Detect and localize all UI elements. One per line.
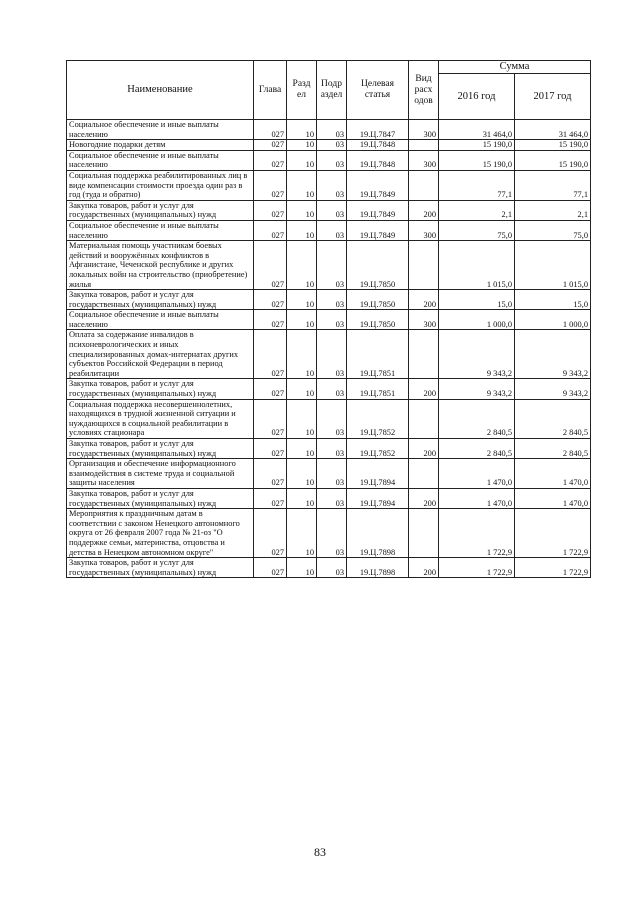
- row-podrazdel: 03: [317, 170, 347, 200]
- header-year-2016: 2016 год: [439, 74, 515, 120]
- header-glava: Глава: [254, 61, 287, 120]
- row-amount-2017: 75,0: [515, 220, 591, 240]
- row-target-article: 19.Ц.7847: [347, 120, 409, 140]
- row-razdel: 10: [287, 310, 317, 330]
- row-glava: 027: [254, 558, 287, 578]
- row-glava: 027: [254, 509, 287, 558]
- table-row: [67, 488, 591, 508]
- row-amount-2017: 77,1: [515, 170, 591, 200]
- row-target-article: 19.Ц.7898: [347, 558, 409, 578]
- row-amount-2016: 15 190,0: [439, 140, 515, 151]
- row-glava: 027: [254, 241, 287, 290]
- row-name: Закупка товаров, работ и услуг для государственных (муниципальных) нужд: [67, 488, 254, 508]
- row-razdel: 10: [287, 330, 317, 379]
- header-summa: Сумма: [439, 61, 591, 74]
- header-year-2017: 2017 год: [515, 74, 591, 120]
- row-name: Социальное обеспечение и иные выплаты населению: [67, 220, 254, 240]
- row-target-article: 19.Ц.7849: [347, 170, 409, 200]
- row-amount-2017: 1 000,0: [515, 310, 591, 330]
- row-amount-2017: 2 840,5: [515, 439, 591, 459]
- row-name: Закупка товаров, работ и услуг для государственных (муниципальных) нужд: [67, 439, 254, 459]
- row-amount-2016: 1 470,0: [439, 488, 515, 508]
- table-row: [67, 220, 591, 240]
- row-podrazdel: 03: [317, 439, 347, 459]
- header-expense-type: Вид расх одов: [409, 61, 439, 120]
- table-row: [67, 330, 591, 379]
- row-razdel: 10: [287, 140, 317, 151]
- header-podrazdel: Подр аздел: [317, 61, 347, 120]
- row-expense-type: [409, 241, 439, 290]
- table-row: [67, 459, 591, 489]
- row-name: Новогодние подарки детям: [67, 140, 254, 151]
- row-podrazdel: 03: [317, 379, 347, 399]
- row-amount-2016: 75,0: [439, 220, 515, 240]
- row-target-article: 19.Ц.7850: [347, 241, 409, 290]
- row-razdel: 10: [287, 241, 317, 290]
- row-expense-type: 300: [409, 120, 439, 140]
- row-expense-type: [409, 459, 439, 489]
- row-razdel: 10: [287, 220, 317, 240]
- row-amount-2017: 9 343,2: [515, 379, 591, 399]
- row-podrazdel: 03: [317, 140, 347, 151]
- table-row: [67, 439, 591, 459]
- row-glava: 027: [254, 379, 287, 399]
- row-amount-2017: 1 722,9: [515, 509, 591, 558]
- row-name: Социальное обеспечение и иные выплаты населению: [67, 310, 254, 330]
- row-podrazdel: 03: [317, 509, 347, 558]
- budget-table: [66, 60, 591, 578]
- header-razdel: Разд ел: [287, 61, 317, 120]
- row-expense-type: 300: [409, 150, 439, 170]
- row-name: Социальная поддержка реабилитированных лиц в виде компенсации стоимости проезда один раз в год (туда и обратно): [67, 170, 254, 200]
- row-podrazdel: 03: [317, 290, 347, 310]
- row-podrazdel: 03: [317, 220, 347, 240]
- row-glava: 027: [254, 439, 287, 459]
- row-expense-type: 200: [409, 488, 439, 508]
- row-amount-2016: 1 722,9: [439, 558, 515, 578]
- row-amount-2017: 2,1: [515, 200, 591, 220]
- row-expense-type: 200: [409, 439, 439, 459]
- row-glava: 027: [254, 200, 287, 220]
- table-row: [67, 310, 591, 330]
- row-expense-type: [409, 330, 439, 379]
- row-amount-2017: 1 470,0: [515, 488, 591, 508]
- table-row: [67, 200, 591, 220]
- row-expense-type: [409, 399, 439, 438]
- row-glava: 027: [254, 488, 287, 508]
- row-amount-2016: 9 343,2: [439, 330, 515, 379]
- row-amount-2017: 2 840,5: [515, 399, 591, 438]
- row-amount-2016: 2,1: [439, 200, 515, 220]
- row-name: Закупка товаров, работ и услуг для государственных (муниципальных) нужд: [67, 558, 254, 578]
- row-amount-2017: 1 722,9: [515, 558, 591, 578]
- row-amount-2017: 1 470,0: [515, 459, 591, 489]
- row-amount-2017: 15,0: [515, 290, 591, 310]
- row-razdel: 10: [287, 200, 317, 220]
- row-podrazdel: 03: [317, 330, 347, 379]
- row-expense-type: 200: [409, 379, 439, 399]
- row-target-article: 19.Ц.7848: [347, 150, 409, 170]
- row-name: Социальная поддержка несовершеннолетних, находящихся в трудной жизненной ситуации и нуждающихся в социальной реабилитации в условиях стационара: [67, 399, 254, 438]
- table-row: [67, 558, 591, 578]
- row-podrazdel: 03: [317, 310, 347, 330]
- row-razdel: 10: [287, 558, 317, 578]
- table-row: [67, 399, 591, 438]
- row-glava: 027: [254, 150, 287, 170]
- row-target-article: 19.Ц.7898: [347, 509, 409, 558]
- row-glava: 027: [254, 459, 287, 489]
- row-name: Материальная помощь участникам боевых действий и вооружённых конфликтов в Афганистане, Чеченской республике и других локальных войн на строительство (приобретение) жилья: [67, 241, 254, 290]
- row-razdel: 10: [287, 150, 317, 170]
- row-podrazdel: 03: [317, 488, 347, 508]
- row-name: Закупка товаров, работ и услуг для государственных (муниципальных) нужд: [67, 379, 254, 399]
- header-target-article: Целевая статья: [347, 61, 409, 120]
- row-expense-type: [409, 509, 439, 558]
- row-name: Закупка товаров, работ и услуг для государственных (муниципальных) нужд: [67, 200, 254, 220]
- row-glava: 027: [254, 310, 287, 330]
- row-amount-2016: 2 840,5: [439, 439, 515, 459]
- table-row: [67, 170, 591, 200]
- table-row: [67, 150, 591, 170]
- row-glava: 027: [254, 140, 287, 151]
- row-amount-2017: 9 343,2: [515, 330, 591, 379]
- table-row: [67, 120, 591, 140]
- row-amount-2016: 9 343,2: [439, 379, 515, 399]
- row-name: Оплата за содержание инвалидов в психоневрологических и иных специализированных домах-интернатах других субъектов Российской Федерации в период реабилитации: [67, 330, 254, 379]
- row-podrazdel: 03: [317, 200, 347, 220]
- table-row: [67, 509, 591, 558]
- row-target-article: 19.Ц.7851: [347, 379, 409, 399]
- row-target-article: 19.Ц.7848: [347, 140, 409, 151]
- row-expense-type: [409, 170, 439, 200]
- row-podrazdel: 03: [317, 459, 347, 489]
- row-razdel: 10: [287, 379, 317, 399]
- row-name: Социальное обеспечение и иные выплаты населению: [67, 120, 254, 140]
- row-podrazdel: 03: [317, 150, 347, 170]
- header-name: Наименование: [67, 61, 254, 120]
- page-number: 83: [314, 845, 326, 859]
- row-glava: 027: [254, 290, 287, 310]
- row-name: Социальное обеспечение и иные выплаты населению: [67, 150, 254, 170]
- row-amount-2016: 2 840,5: [439, 399, 515, 438]
- row-amount-2016: 15,0: [439, 290, 515, 310]
- row-amount-2016: 1 722,9: [439, 509, 515, 558]
- row-razdel: 10: [287, 290, 317, 310]
- row-target-article: 19.Ц.7852: [347, 439, 409, 459]
- table-row: [67, 140, 591, 151]
- row-podrazdel: 03: [317, 241, 347, 290]
- row-glava: 027: [254, 399, 287, 438]
- row-podrazdel: 03: [317, 558, 347, 578]
- row-glava: 027: [254, 220, 287, 240]
- row-amount-2016: 1 000,0: [439, 310, 515, 330]
- row-amount-2017: 15 190,0: [515, 140, 591, 151]
- row-glava: 027: [254, 120, 287, 140]
- row-glava: 027: [254, 170, 287, 200]
- row-amount-2017: 31 464,0: [515, 120, 591, 140]
- row-podrazdel: 03: [317, 120, 347, 140]
- row-target-article: 19.Ц.7850: [347, 290, 409, 310]
- table-row: [67, 241, 591, 290]
- row-target-article: 19.Ц.7852: [347, 399, 409, 438]
- row-amount-2016: 31 464,0: [439, 120, 515, 140]
- row-razdel: 10: [287, 170, 317, 200]
- row-amount-2017: 15 190,0: [515, 150, 591, 170]
- row-glava: 027: [254, 330, 287, 379]
- row-razdel: 10: [287, 459, 317, 489]
- row-razdel: 10: [287, 120, 317, 140]
- table-row: [67, 379, 591, 399]
- row-name: Организация и обеспечение информационного взаимодействия в системе труда и социальной защиты населения: [67, 459, 254, 489]
- row-razdel: 10: [287, 399, 317, 438]
- row-target-article: 19.Ц.7894: [347, 488, 409, 508]
- row-razdel: 10: [287, 509, 317, 558]
- row-target-article: 19.Ц.7849: [347, 220, 409, 240]
- row-amount-2016: 77,1: [439, 170, 515, 200]
- row-amount-2016: 1 015,0: [439, 241, 515, 290]
- row-expense-type: 200: [409, 558, 439, 578]
- row-razdel: 10: [287, 439, 317, 459]
- row-amount-2016: 1 470,0: [439, 459, 515, 489]
- row-expense-type: 300: [409, 220, 439, 240]
- row-amount-2016: 15 190,0: [439, 150, 515, 170]
- row-amount-2017: 1 015,0: [515, 241, 591, 290]
- row-expense-type: 200: [409, 290, 439, 310]
- row-razdel: 10: [287, 488, 317, 508]
- row-target-article: 19.Ц.7851: [347, 330, 409, 379]
- row-expense-type: [409, 140, 439, 151]
- row-target-article: 19.Ц.7849: [347, 200, 409, 220]
- row-expense-type: 300: [409, 310, 439, 330]
- row-podrazdel: 03: [317, 399, 347, 438]
- row-name: Мероприятия к праздничным датам в соответствии с законом Ненецкого автономного округа от 26 февраля 2007 года № 21-оз "О поддержке семьи, материнства, отцовства и детства в Ненецком автономном округе": [67, 509, 254, 558]
- table-row: [67, 290, 591, 310]
- row-name: Закупка товаров, работ и услуг для государственных (муниципальных) нужд: [67, 290, 254, 310]
- row-expense-type: 200: [409, 200, 439, 220]
- row-target-article: 19.Ц.7894: [347, 459, 409, 489]
- row-target-article: 19.Ц.7850: [347, 310, 409, 330]
